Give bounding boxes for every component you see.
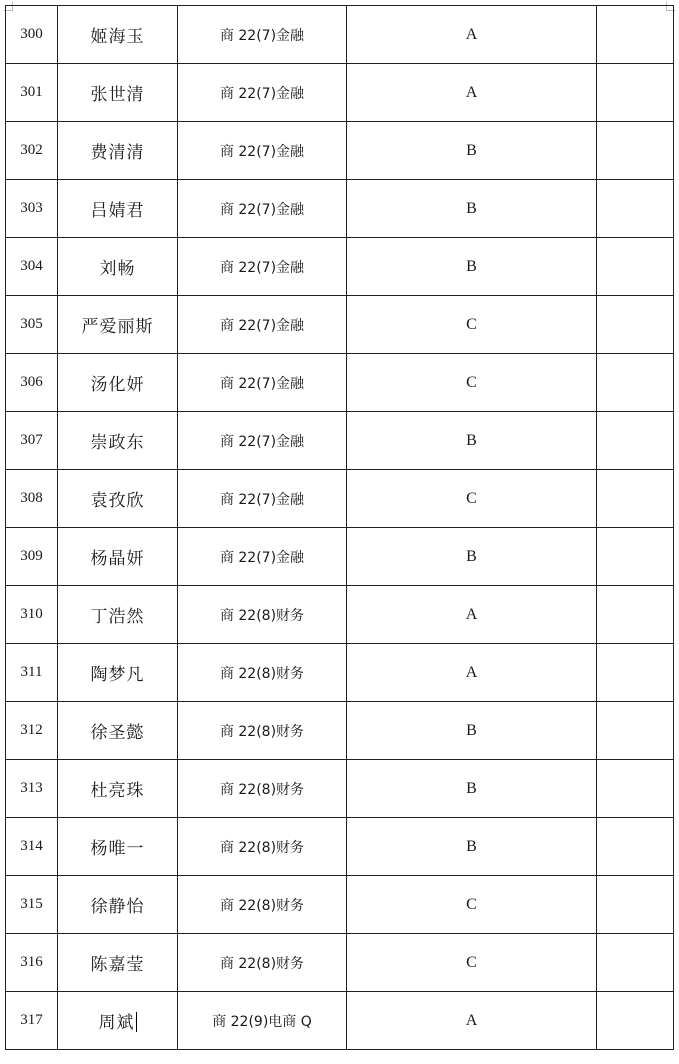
student-name-cell[interactable] — [58, 6, 178, 64]
class-cell[interactable] — [178, 818, 347, 876]
grade-cell-text: A — [465, 1011, 478, 1029]
table-row — [6, 818, 674, 876]
remark-cell[interactable] — [597, 64, 674, 122]
grade-cell-text: B — [466, 779, 477, 797]
table-row — [6, 354, 674, 412]
row-number-cell-text: 301 — [20, 84, 43, 100]
student-name-cell[interactable] — [58, 64, 178, 122]
table-row — [6, 934, 674, 992]
student-name-cell-text: 袁孜欣 — [90, 491, 145, 511]
class-cell-text: 商 22(8)财务 — [219, 665, 305, 682]
row-number-cell[interactable] — [6, 528, 58, 586]
class-cell-text: 商 22(8)财务 — [219, 781, 305, 798]
class-cell-text: 商 22(8)财务 — [219, 723, 305, 740]
table-row — [6, 876, 674, 934]
student-name-cell[interactable] — [58, 760, 178, 818]
row-number-cell-text: 315 — [20, 896, 43, 912]
grade-cell-text: A — [465, 25, 478, 43]
class-cell[interactable] — [178, 934, 347, 992]
row-number-cell-text: 305 — [20, 316, 43, 332]
row-number-cell-text: 313 — [20, 780, 43, 796]
student-name-cell[interactable] — [58, 876, 178, 934]
row-number-cell[interactable] — [6, 876, 58, 934]
table-row — [6, 180, 674, 238]
class-cell-text: 商 22(7)金融 — [219, 27, 305, 44]
class-cell[interactable] — [178, 180, 347, 238]
grade-cell-text: B — [466, 141, 477, 159]
student-name-cell-text: 刘畅 — [99, 259, 136, 279]
remark-cell[interactable] — [597, 702, 674, 760]
class-cell-text: 商 22(8)财务 — [219, 955, 305, 972]
remark-cell[interactable] — [597, 760, 674, 818]
remark-cell[interactable] — [597, 470, 674, 528]
row-number-cell[interactable] — [6, 6, 58, 64]
grade-cell-text: B — [466, 199, 477, 217]
remark-cell[interactable] — [597, 412, 674, 470]
class-cell[interactable] — [178, 992, 347, 1050]
student-name-cell[interactable] — [58, 354, 178, 412]
remark-cell[interactable] — [597, 934, 674, 992]
grade-cell-text: B — [466, 257, 477, 275]
student-name-cell[interactable] — [58, 412, 178, 470]
remark-cell[interactable] — [597, 122, 674, 180]
row-number-cell[interactable] — [6, 702, 58, 760]
row-number-cell[interactable] — [6, 296, 58, 354]
class-cell[interactable] — [178, 296, 347, 354]
row-number-cell[interactable] — [6, 64, 58, 122]
table-row — [6, 412, 674, 470]
student-name-cell-text: 陈嘉莹 — [90, 955, 145, 975]
row-number-cell-text: 317 — [20, 1012, 43, 1028]
student-name-cell[interactable] — [58, 992, 178, 1050]
class-cell[interactable] — [178, 528, 347, 586]
grade-cell-text: C — [466, 489, 477, 507]
remark-cell[interactable] — [597, 528, 674, 586]
student-name-cell[interactable] — [58, 818, 178, 876]
student-grade-table — [5, 5, 674, 1050]
student-name-cell-text: 徐圣懿 — [90, 723, 145, 743]
student-name-cell-text: 徐静怡 — [90, 897, 145, 917]
student-name-cell[interactable] — [58, 702, 178, 760]
table-row — [6, 296, 674, 354]
grade-cell-text: A — [465, 663, 478, 681]
student-name-cell-text: 杨晶妍 — [90, 549, 145, 569]
table-row — [6, 528, 674, 586]
table-row — [6, 470, 674, 528]
student-name-cell[interactable] — [58, 238, 178, 296]
row-number-cell[interactable] — [6, 992, 58, 1050]
student-name-cell[interactable] — [58, 528, 178, 586]
student-name-cell-text: 丁浩然 — [90, 607, 145, 627]
grade-cell[interactable] — [347, 296, 597, 354]
class-cell[interactable] — [178, 644, 347, 702]
student-name-cell-text: 崇政东 — [90, 433, 145, 453]
grade-cell[interactable] — [347, 702, 597, 760]
row-number-cell-text: 314 — [20, 838, 43, 854]
student-name-cell[interactable] — [58, 470, 178, 528]
grade-cell[interactable] — [347, 412, 597, 470]
class-cell-text: 商 22(7)金融 — [219, 375, 305, 392]
student-name-cell-text: 汤化妍 — [90, 375, 145, 395]
row-number-cell-text: 316 — [20, 954, 43, 970]
student-name-cell-text: 姬海玉 — [90, 27, 145, 47]
table-row — [6, 586, 674, 644]
row-number-cell-text: 310 — [20, 606, 43, 622]
student-name-cell-text: 严爱丽斯 — [81, 317, 154, 337]
grade-cell[interactable] — [347, 934, 597, 992]
class-cell[interactable] — [178, 470, 347, 528]
row-number-cell[interactable] — [6, 760, 58, 818]
row-number-cell[interactable] — [6, 412, 58, 470]
table-row — [6, 992, 674, 1050]
class-cell-text: 商 22(8)财务 — [219, 897, 305, 914]
row-number-cell-text: 303 — [20, 200, 43, 216]
class-cell[interactable] — [178, 702, 347, 760]
remark-cell[interactable] — [597, 6, 674, 64]
student-name-cell[interactable] — [58, 296, 178, 354]
grade-cell[interactable] — [347, 992, 597, 1050]
class-cell[interactable] — [178, 876, 347, 934]
row-number-cell[interactable] — [6, 818, 58, 876]
student-name-cell-text: 杜亮珠 — [90, 781, 145, 801]
class-cell-text: 商 22(7)金融 — [219, 259, 305, 276]
grade-cell-text: B — [466, 547, 477, 565]
row-number-cell[interactable] — [6, 122, 58, 180]
class-cell-text: 商 22(7)金融 — [219, 85, 305, 102]
student-name-cell[interactable] — [58, 586, 178, 644]
row-number-cell-text: 307 — [20, 432, 43, 448]
grade-cell[interactable] — [347, 760, 597, 818]
row-number-cell-text: 311 — [20, 664, 43, 680]
remark-cell[interactable] — [597, 818, 674, 876]
grade-cell[interactable] — [347, 64, 597, 122]
grade-cell-text: A — [465, 605, 478, 623]
student-name-cell[interactable] — [58, 180, 178, 238]
grade-cell-text: C — [466, 315, 477, 333]
row-number-cell[interactable] — [6, 586, 58, 644]
class-cell[interactable] — [178, 760, 347, 818]
row-number-cell-text: 312 — [20, 722, 43, 738]
grade-cell[interactable] — [347, 238, 597, 296]
row-number-cell[interactable] — [6, 644, 58, 702]
table-row — [6, 122, 674, 180]
class-cell[interactable] — [178, 586, 347, 644]
student-name-cell[interactable] — [58, 122, 178, 180]
grade-cell[interactable] — [347, 470, 597, 528]
student-name-cell-text: 费清清 — [90, 143, 145, 163]
grade-cell-text: C — [466, 953, 477, 971]
class-cell-text: 商 22(9)电商 Q — [212, 1013, 312, 1030]
class-cell-text: 商 22(8)财务 — [219, 607, 305, 624]
remark-cell[interactable] — [597, 992, 674, 1050]
grade-cell[interactable] — [347, 818, 597, 876]
row-number-cell[interactable] — [6, 934, 58, 992]
student-name-cell-text: 张世清 — [90, 85, 145, 105]
student-name-cell[interactable] — [58, 644, 178, 702]
remark-cell[interactable] — [597, 586, 674, 644]
remark-cell[interactable] — [597, 180, 674, 238]
class-cell-text: 商 22(8)财务 — [219, 839, 305, 856]
student-name-cell-text: 吕婧君 — [90, 201, 145, 221]
text-cursor — [136, 1012, 137, 1032]
class-cell[interactable] — [178, 122, 347, 180]
grade-cell-text: B — [466, 721, 477, 739]
class-cell-text: 商 22(7)金融 — [219, 317, 305, 334]
grade-cell[interactable] — [347, 586, 597, 644]
student-name-cell-text: 周斌 — [98, 1013, 135, 1033]
table-row — [6, 702, 674, 760]
class-cell[interactable] — [178, 238, 347, 296]
table-row — [6, 760, 674, 818]
class-cell-text: 商 22(7)金融 — [219, 491, 305, 508]
row-number-cell-text: 302 — [20, 142, 43, 158]
table-row — [6, 6, 674, 64]
grade-cell[interactable] — [347, 354, 597, 412]
class-cell-text: 商 22(7)金融 — [219, 143, 305, 160]
class-cell-text: 商 22(7)金融 — [219, 433, 305, 450]
remark-cell[interactable] — [597, 296, 674, 354]
table-row — [6, 644, 674, 702]
table-row — [6, 238, 674, 296]
row-number-cell-text: 308 — [20, 490, 43, 506]
class-cell-text: 商 22(7)金融 — [219, 549, 305, 566]
grade-cell-text: B — [466, 837, 477, 855]
row-number-cell-text: 306 — [20, 374, 43, 390]
remark-cell[interactable] — [597, 354, 674, 412]
table-row — [6, 64, 674, 122]
remark-cell[interactable] — [597, 644, 674, 702]
table-body — [6, 6, 674, 1050]
grade-cell[interactable] — [347, 122, 597, 180]
grade-cell-text: B — [466, 431, 477, 449]
class-cell[interactable] — [178, 6, 347, 64]
student-name-cell[interactable] — [58, 934, 178, 992]
remark-cell[interactable] — [597, 876, 674, 934]
student-name-cell-text: 杨唯一 — [90, 839, 145, 859]
grade-cell-text: C — [466, 895, 477, 913]
remark-cell[interactable] — [597, 238, 674, 296]
row-number-cell[interactable] — [6, 180, 58, 238]
grade-cell[interactable] — [347, 180, 597, 238]
row-number-cell-text: 309 — [20, 548, 43, 564]
grade-cell-text: A — [465, 83, 478, 101]
grade-cell[interactable] — [347, 6, 597, 64]
row-number-cell-text: 300 — [20, 26, 43, 42]
class-cell[interactable] — [178, 64, 347, 122]
row-number-cell[interactable] — [6, 354, 58, 412]
student-name-cell-text: 陶梦凡 — [90, 665, 145, 685]
class-cell-text: 商 22(7)金融 — [219, 201, 305, 218]
class-cell[interactable] — [178, 354, 347, 412]
row-number-cell[interactable] — [6, 238, 58, 296]
grade-cell[interactable] — [347, 528, 597, 586]
grade-cell-text: C — [466, 373, 477, 391]
grade-cell[interactable] — [347, 644, 597, 702]
class-cell[interactable] — [178, 412, 347, 470]
row-number-cell-text: 304 — [20, 258, 43, 274]
grade-cell[interactable] — [347, 876, 597, 934]
row-number-cell[interactable] — [6, 470, 58, 528]
